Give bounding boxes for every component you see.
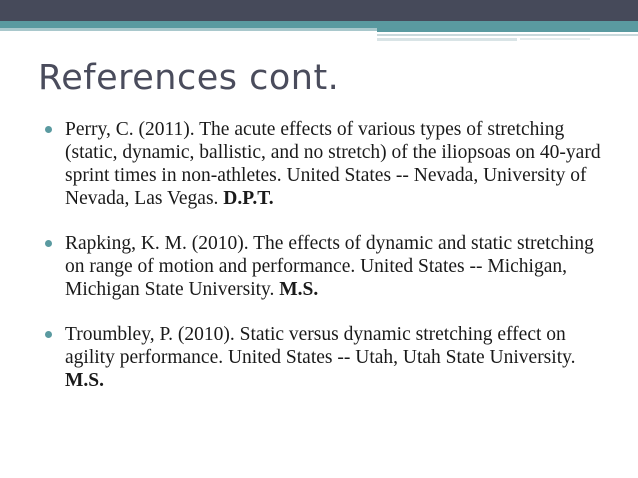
header-band (0, 0, 638, 21)
reference-item (45, 118, 615, 210)
reference-list (45, 118, 615, 414)
bullet-icon (45, 331, 52, 338)
reference-text: Rapking, K. M. (2010). The effects of dynamic and static stretching on range of motion and performance. United States -- Michigan, Michigan State University. (65, 233, 594, 300)
reference-text: Perry, C. (2011). The acute effects of various types of stretching (static, dynamic, ballistic, and no stretch) of the iliopsoas on 40-yard sprint times in non-athletes. United States -- Nevada, University of Nevada, Las Vegas. (65, 119, 601, 209)
decorative-line (377, 38, 517, 41)
header-light-strip (0, 28, 377, 31)
bullet-icon (45, 126, 52, 133)
slide-title: References cont. (38, 58, 340, 98)
reference-item (45, 232, 615, 301)
header-accent-block (377, 21, 638, 32)
reference-degree: M.S. (65, 370, 104, 391)
bullet-icon (45, 240, 52, 247)
reference-item (45, 323, 615, 392)
decorative-line (520, 38, 590, 40)
reference-text: Troumbley, P. (2010). Static versus dynamic stretching effect on agility performance. United States -- Utah, Utah State University. (65, 324, 576, 368)
decorative-line (377, 34, 638, 36)
reference-degree: M.S. (279, 279, 319, 300)
reference-degree: D.P.T. (223, 188, 274, 209)
